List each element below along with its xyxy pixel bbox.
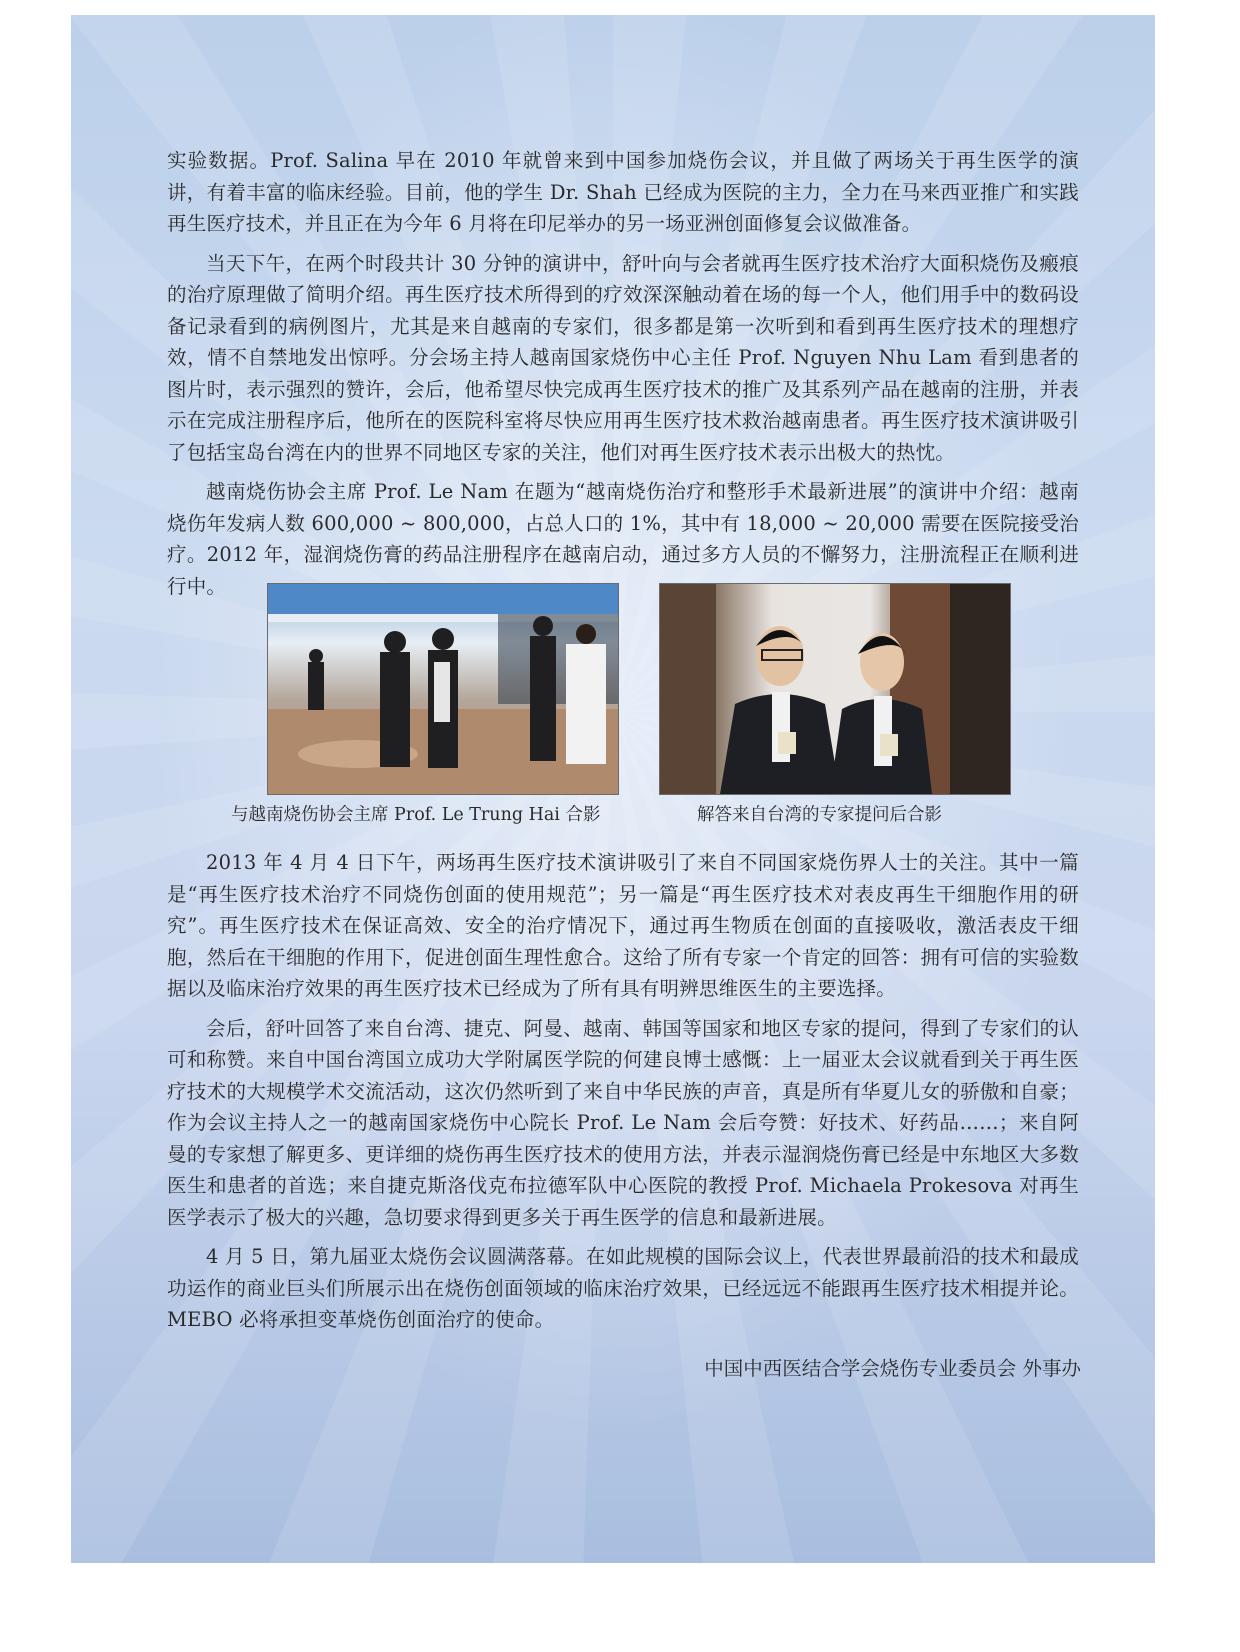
photo-caption-left: 与越南烧伤协会主席 Prof. Le Trung Hai 合影 [231,805,601,825]
photo-caption-right: 解答来自台湾的专家提问后合影 [697,805,942,825]
article-signature: 中国中西医结合学会烧伤专业委员会 外事办 [704,1357,1081,1380]
photo-with-association-chair [267,583,619,795]
paragraph-after-meeting: 会后，舒叶回答了来自台湾、捷克、阿曼、越南、韩国等国家和地区专家的提问，得到了专家们的认可和称赞。来自中国台湾国立成功大学附属医学院的何建良博士感慨：上一届亚太会议就看到关于再生医疗技术的大规模学术交流活动，这次仍然听到了来自中华民族的声音，真是所有华夏儿女的骄傲和自豪；作为会议主持人之一的越南国家烧伤中心院长 Prof. Le Nam 会后夸赞：好技术、好药品……；来自阿曼的专家想了解更多、更详细的烧伤再生医疗技术的使用方法，并表示湿润烧伤膏已经是中东地区大多数医生和患者的首选；来自捷克斯洛伐克布拉德军队中心医院的教授 Prof. Michaela Prokesova 对再生医学表示了极大的兴趣，急切要求得到更多关于再生医学的信息和最新进展。 [167,1016,1079,1229]
paragraph-april-4: 2013 年 4 月 4 日下午，两场再生医疗技术演讲吸引了来自不同国家烧伤界人士的关注。其中一篇是“再生医疗技术治疗不同烧伤创面的使用规范”；另一篇是“再生医疗技术对表皮再生干细胞作用的研究”。再生医疗技术在保证高效、安全的治疗情况下，通过再生物质在创面的直接吸收，激活表皮干细胞，然后在干细胞的作用下，促进创面生理性愈合。这给了所有专家一个肯定的回答：拥有可信的实验数据以及临床治疗效果的再生医疗技术已经成为了所有具有明辨思维医生的主要选择。 [167,851,1079,1000]
paragraph-vietnam-burns: 越南烧伤协会主席 Prof. Le Nam 在题为“越南烧伤治疗和整形手术最新进展”的演讲中介绍：越南烧伤年发病人数 600,000 ~ 800,000，占总人口的 1%，其中有 18,000 ~ 20,000 需要在医院接受治疗。2012 年，湿润烧伤膏的药品注册程序在越南启动，通过多方人员的不懈努力，注册流程正在顺利进行中。 [167,480,1079,598]
magazine-page [71,15,1155,1563]
paragraph-conclusion: 4 月 5 日，第九届亚太烧伤会议圆满落幕。在如此规模的国际会议上，代表世界最前沿的技术和最成功运作的商业巨头们所展示出在烧伤创面领域的临床治疗效果，已经远远不能跟再生医疗技术相提并论。MEBO 必将承担变革烧伤创面治疗的使命。 [167,1245,1079,1331]
paragraph-continued: 实验数据。Prof. Salina 早在 2010 年就曾来到中国参加烧伤会议，并且做了两场关于再生医学的演讲，有着丰富的临床经验。目前，他的学生 Dr. Shah 已经成为医院的主力，全力在马来西亚推广和实践再生医疗技术，并且正在为今年 6 月将在印尼举办的另一场亚洲创面修复会议做准备。 [167,149,1079,235]
paragraph-afternoon-talk: 当天下午，在两个时段共计 30 分钟的演讲中，舒叶向与会者就再生医疗技术治疗大面积烧伤及瘢痕的治疗原理做了简明介绍。再生医疗技术所得到的疗效深深触动着在场的每一个人，他们用手中的数码设备记录看到的病例图片，尤其是来自越南的专家们，很多都是第一次听到和看到再生医疗技术的理想疗效，情不自禁地发出惊呼。分会场主持人越南国家烧伤中心主任 Prof. Nguyen Nhu Lam 看到患者的图片时，表示强烈的赞许，会后，他希望尽快完成再生医疗技术的推广及其系列产品在越南的注册，并表示在完成注册程序后，他所在的医院科室将尽快应用再生医疗技术救治越南患者。再生医疗技术演讲吸引了包括宝岛台湾在内的世界不同地区专家的关注，他们对再生医疗技术表示出极大的热忱。 [167,251,1079,464]
photo-with-taiwan-expert [659,583,1011,795]
article-text-lower [167,847,1079,1336]
article-text-upper [167,145,1079,602]
